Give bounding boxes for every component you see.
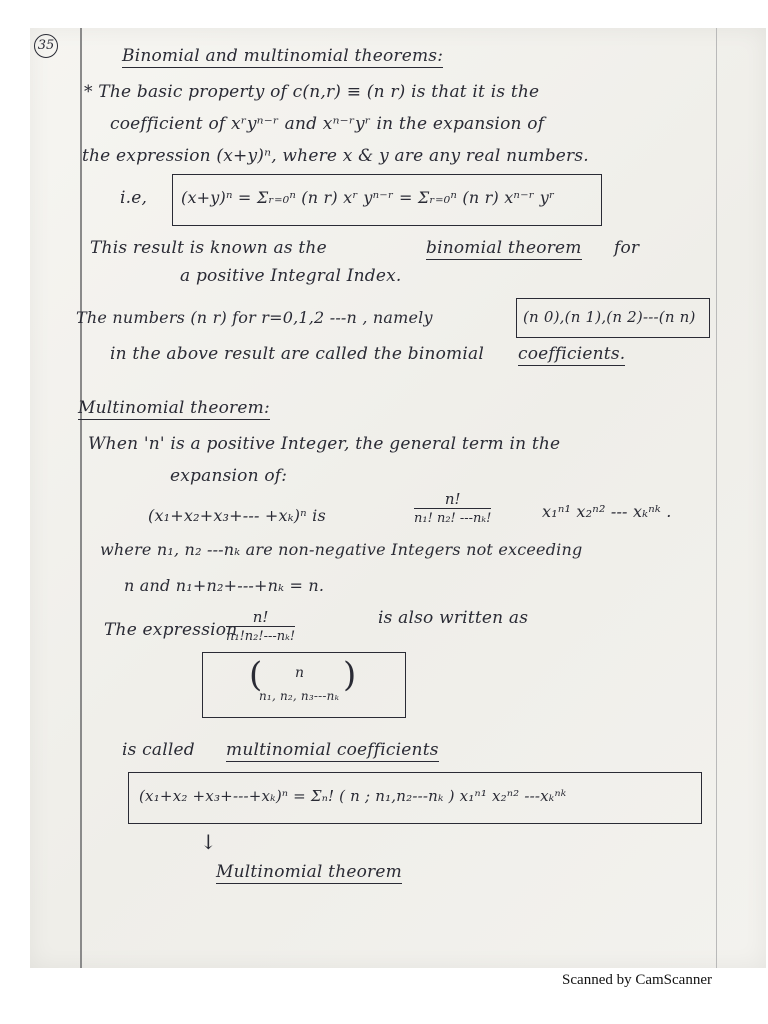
result-line-1-suffix: for [614,238,640,258]
coefficients-box [516,298,710,338]
multinomial-text-line-2: expansion of: [170,466,288,486]
right-rule-line [716,28,717,968]
page-title: Binomial and multinomial theorems: [122,46,444,66]
binomial-formula-box [172,174,602,226]
multinomial-heading: Multinomial theorem: [78,398,270,418]
binomial-coefficients-term: coefficients. [518,344,626,364]
general-term-fraction [414,490,491,526]
page-number: 35 [34,34,58,58]
called-line-prefix: in the above result are called the binomial [110,344,484,364]
result-line-2: a positive Integral Index. [180,266,402,286]
coefficient-bottom: n₁, n₂, n₃---nₖ [259,689,340,703]
multinomial-theorem-label: Multinomial theorem [216,862,402,882]
notebook-page [30,28,766,968]
ie-label: i.e, [120,188,148,208]
multinomial-coefficient-box [202,652,406,718]
general-term-denominator: n₁! n₂! ---nₖ! [414,511,492,526]
binomial-text-line-3: the expression (x+y)ⁿ, where x & y are any real numbers. [82,146,589,166]
called-prefix: is called [122,740,195,760]
expansion-expression: (x₁+x₂+x₃+--- +xₖ)ⁿ is [148,506,326,525]
down-arrow-icon: ↓ [200,830,217,854]
binomial-theorem-term: binomial theorem [426,238,582,258]
also-written-prefix: The expression [104,620,238,640]
also-fraction-numerator: n! [226,608,295,627]
multinomial-theorem-box [128,772,702,824]
multinomial-theorem-formula: (x₁+x₂ +x₃+---+xₖ)ⁿ = Σₙ! ( n ; n₁,n₂---nₖ ) x₁ⁿ¹ x₂ⁿ² ---xₖⁿᵏ [139,787,567,805]
coefficients-list: (n 0),(n 1),(n 2)---(n n) [523,308,696,326]
also-written-suffix: is also written as [378,608,529,628]
multinomial-text-line-1: When 'n' is a positive Integer, the general term in the [88,434,561,454]
numbers-line: The numbers (n r) for r=0,1,2 ---n , namely [76,308,433,327]
multinomial-coefficients-term: multinomial coefficients [226,740,439,760]
also-fraction [226,608,295,644]
margin-line [80,28,82,968]
left-paren: ( [249,655,263,695]
general-term-numerator: n! [414,490,491,509]
binomial-text-line-1: * The basic property of c(n,r) ≡ (n r) is that it is the [84,82,540,102]
where-line-2: n and n₁+n₂+---+nₖ = n. [124,576,325,595]
also-fraction-denominator: n₁!n₂!---nₖ! [226,629,296,644]
coefficient-top: n [295,665,305,681]
where-line-1: where n₁, n₂ ---nₖ are non-negative Integers not exceeding [100,540,583,559]
scanner-watermark: Scanned by CamScanner [562,972,712,988]
binomial-text-line-2: coefficient of xʳyⁿ⁻ʳ and xⁿ⁻ʳyʳ in the expansion of [110,114,545,134]
right-paren: ) [343,655,357,695]
general-term-powers: x₁ⁿ¹ x₂ⁿ² --- xₖⁿᵏ . [542,502,672,521]
binomial-formula: (x+y)ⁿ = Σᵣ₌₀ⁿ (n r) xʳ yⁿ⁻ʳ = Σᵣ₌₀ⁿ (n r) xⁿ⁻ʳ yʳ [181,188,555,207]
result-line-1-prefix: This result is known as the [90,238,327,258]
